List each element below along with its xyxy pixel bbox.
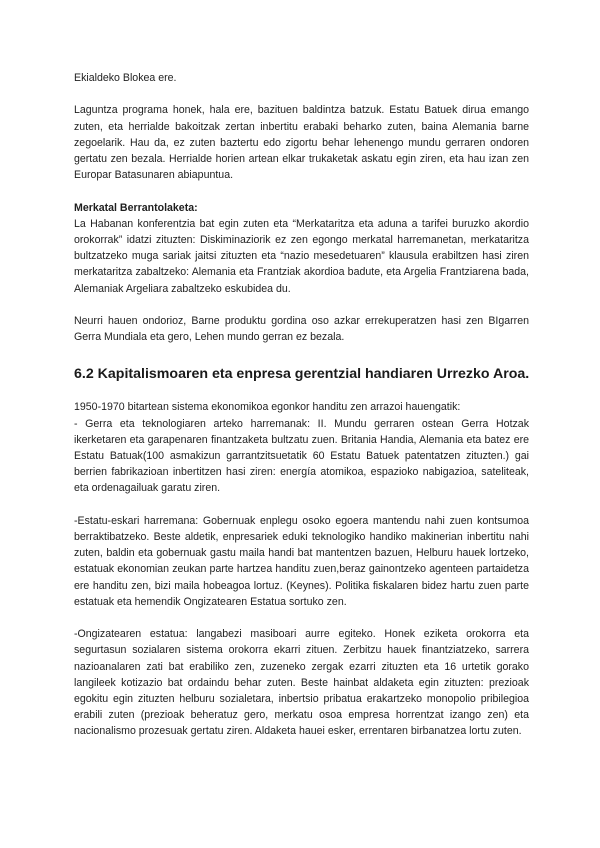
document-page xyxy=(74,70,529,740)
merkatal-heading: Merkatal Berrantolaketa: xyxy=(74,201,198,214)
welfare-state-paragraph: -Ongizatearen estatua: langabezi masiboari aurre egiteko. Honek eziketa orokorra eta segurtasun sozialaren sistema orokorra ekarri zituen. Zerbitzu hauek finantziatzeko, sarrera nazioanalaren zati bat erabiliko zen, zuzeneko zergak ezarri zituzten eta 16 urtetik gorako langileek kotizazio bat ordaindu behar zuten. Beste hainbat aldaketa egin zituzten: prezioak egokitu egin zituzten helburu sozialetara, inbertsio pribatua erakartzeko monopolio pribilegioa erabili zuten (prezioak beheratuz gero, merkatu osoa empresa horrentzat izango zen) eta nacionalismo prozesuak gertatu ziren. Aldaketa hauei esker, errentaren birbanatzea lortu zuten. xyxy=(74,628,529,738)
section-intro-line: 1950-1970 bitartean sistema ekonomikoa egonkor handitu zen arrazoi hauengatik: xyxy=(74,401,461,414)
intro-line: Ekialdeko Blokea ere. xyxy=(74,72,177,84)
state-demand-paragraph: -Estatu-eskari harremana: Gobernuak enplegu osoko egoera mantendu nahi zuen kontsumoa berraktibatzeko. Beste aldetik, enpresariek eduki teknologiko handiko makinerian inbertitu nahi zuten, baldin eta gobernuak gastu maila handi bat mantentzen bazuen, Helburu hauek lortzeko, estatuak ekonomian zeukan parte hartzea handitu zuen,beraz gainontzeko agenteen partaidetza ere handitu zen, bizi maila hobeagoa lortuz. (Keynes). Politika fiskalaren bidez hartu zuen parte estatuak eta hemendik Ongizatearen Estatua sortuko zen. xyxy=(74,514,529,608)
technology-paragraph: - Gerra eta teknologiaren arteko harremanak: II. Mundu gerraren ostean Gerra Hotzak ikerketaren eta garapenaren finantzaketa bultzatu zuen. Britania Handia, Alemania eta batez ere Estatu Batuak(100 asmakizun garrantzitsuetatik 60 Estatu Batuek patentatzen zituzten.) gai berrien fabrikazioan inbertitzen hasi ziren: energía atomikoa, espazioko nabigazioa, sateliteak, eta ordenagailuak garatu ziren. xyxy=(74,417,529,495)
section-title: 6.2 Kapitalismoaren eta enpresa gerentzial handiaren Urrezko Aroa. xyxy=(74,366,530,383)
aid-program-paragraph: Laguntza programa honek, hala ere, bazituen baldintza batzuk. Estatu Batuek dirua emango zuten, eta herrialde bakoitzak zertan inbertitu erabaki beharko zuten, baina Alemania barne zegoelarik. Hau da, ez zuten baztertu edo zigortu behar lehenengo mundu gerraren ondoren gertatu zen bezala. Herrialde horien artean elkar trukaketak askatu egin ziren, eta hau izan zen Europar Batasunaren abiapuntua. xyxy=(74,104,529,182)
merkatal-paragraph: La Habanan konferentzia bat egin zuten eta “Merkataritza eta aduna a tarifei buruzko akordio orokorrak” idatzi zituzten: Diskiminaziorik ez zen egongo merkatal harremanetan, merkataritza bultzatzeko muga sariak jaitsi zituzten eta “nazio mesedetuaren” klausula erabiltzen hasi ziren merkataritza zabaltzeko: Alemania eta Frantziak akordioa badute, eta Argelia Frantziarena bada, Alemaniak Argeliara zabaltzeko eskubidea du. xyxy=(74,217,529,295)
consequences-paragraph: Neurri hauen ondorioz, Barne produktu gordina oso azkar errekuperatzen hasi zen BIgarren Gerra Mundiala eta gero, Lehen mundo gerran ez bezala. xyxy=(74,315,529,344)
